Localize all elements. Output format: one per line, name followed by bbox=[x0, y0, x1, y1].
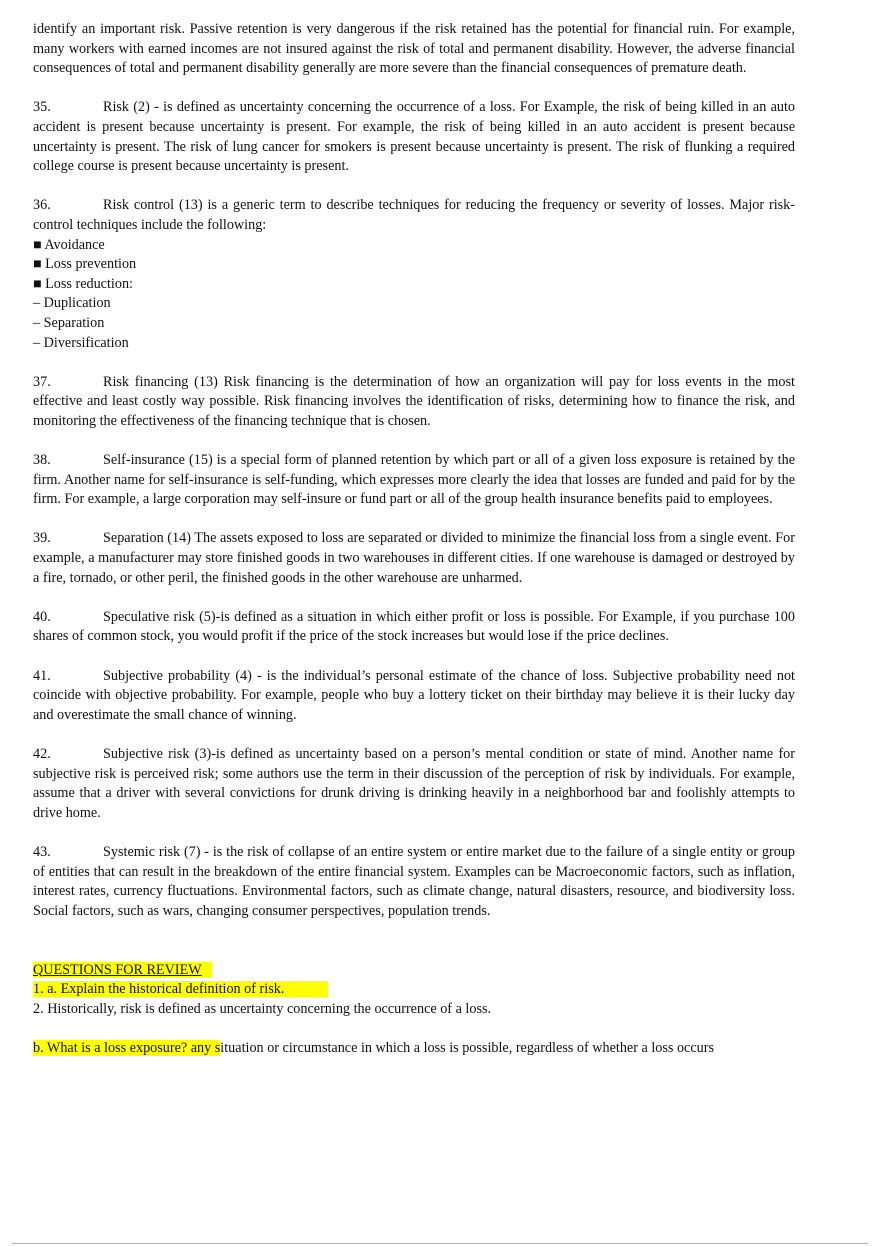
item-number: 41. bbox=[33, 667, 51, 684]
item-text: Risk (2) - is defined as uncertainty concerning the occurrence of a loss. For Example, the risk of being killed in an auto accident is present because uncertainty is present. For example, the risk of being killed in an auto accident is present because uncertainty is present. The risk of lung cancer for smokers is present because uncertainty is present. The risk of flunking a required college course is present because uncertainty is present. bbox=[33, 99, 795, 175]
list-item: ■ Loss reduction: bbox=[33, 275, 133, 292]
item-37 bbox=[33, 373, 795, 432]
item-number: 35. bbox=[33, 99, 51, 116]
review-section bbox=[33, 961, 795, 1059]
item-text: Subjective risk (3)-is defined as uncertainty based on a person’s mental condition or state of mind. Another name for subjective risk is perceived risk; some authors use the term in their discussion of the perception of risk by individuals. For example, assume that a driver with several convictions for drunk driving is drinking heavily in a neighborhood bar and foolishly attempts to drive home. bbox=[33, 745, 795, 821]
document-page bbox=[33, 20, 795, 1058]
item-text: Self-insurance (15) is a special form of planned retention by which part or all of a given loss exposure is retained by the firm. Another name for self-insurance is self-funding, which expresses more clearly the idea that losses are funded and paid for by the firm. For example, a large corporation may self-insure or fund part or all of the group health insurance benefits paid to employees. bbox=[33, 452, 795, 508]
item-number: 43. bbox=[33, 843, 51, 860]
item-number: 40. bbox=[33, 608, 51, 625]
review-title: QUESTIONS FOR REVIEW bbox=[33, 962, 212, 978]
item-number: 37. bbox=[33, 373, 51, 390]
item-number: 38. bbox=[33, 452, 51, 469]
page-bottom-rule bbox=[12, 1243, 868, 1244]
review-question-b bbox=[33, 1039, 795, 1059]
item-number: 39. bbox=[33, 530, 51, 547]
item-text: Risk financing (13) Risk financing is the determination of how an organization will pay for loss events in the most effective and least costly way possible. Risk financing involves the identification of risks, determining how to finance the risk, and monitoring the effectiveness of the financing technique that is chosen. bbox=[33, 373, 795, 429]
item-text: Speculative risk (5)-is defined as a situation in which either profit or loss is possible. For Example, if you purchase 100 shares of common stock, you would profit if the price of the stock increases but would lose if the price declines. bbox=[33, 608, 795, 645]
item-43 bbox=[33, 843, 795, 921]
item-42 bbox=[33, 745, 795, 823]
list-item: ■ Avoidance bbox=[33, 236, 105, 253]
list-item: ■ Loss prevention bbox=[33, 256, 137, 273]
list-item: – Separation bbox=[33, 314, 105, 331]
item-35 bbox=[33, 98, 795, 176]
item-41 bbox=[33, 667, 795, 726]
item-text: Separation (14) The assets exposed to loss are separated or divided to minimize the financial loss from a single event. For example, a manufacturer may store finished goods in two warehouses in different cities. If one warehouse is damaged or destroyed by a fire, tornado, or other peril, the finished goods in the other warehouse are unharmed. bbox=[33, 530, 795, 586]
review-question-1a: 1. a. Explain the historical definition of risk. bbox=[33, 981, 328, 997]
item-text: Subjective probability (4) - is the individual’s personal estimate of the chance of loss. Subjective probability need not coincide with objective probability. For example, people who buy a lottery ticket on their birthday may believe it is their lucky day and overestimate the small chance of winning. bbox=[33, 667, 795, 723]
item-number: 42. bbox=[33, 745, 51, 762]
item-text: Risk control (13) is a generic term to describe techniques for reducing the frequency or severity of losses. Major risk-control techniques include the following: bbox=[33, 197, 795, 233]
item-40 bbox=[33, 608, 795, 647]
item-36 bbox=[33, 196, 795, 235]
list-item: – Duplication bbox=[33, 295, 111, 312]
intro-paragraph: identify an important risk. Passive retention is very dangerous if the risk retained has the potential for financial ruin. For example, many workers with earned incomes are not insured against the risk of total and permanent disability. However, the adverse financial consequences of total and permanent disability generally are more severe than the financial consequences of premature death. bbox=[33, 21, 795, 77]
item-number: 36. bbox=[33, 197, 51, 214]
review-answer-1: 2. Historically, risk is defined as uncertainty concerning the occurrence of a loss. bbox=[33, 1000, 492, 1017]
item-39 bbox=[33, 529, 795, 588]
list-item: – Diversification bbox=[33, 334, 129, 351]
review-question-b-rest: ituation or circumstance in which a loss is possible, regardless of whether a loss occurs bbox=[220, 1039, 714, 1056]
review-question-b-highlight: b. What is a loss exposure? any s bbox=[33, 1039, 221, 1056]
item-38 bbox=[33, 451, 795, 510]
item-text: Systemic risk (7) - is the risk of collapse of an entire system or entire market due to the failure of a single entity or group of entities that can result in the breakdown of the entire financial system. Examples can be Macroeconomic factors, such as inflation, interest rates, currency fluctuations. Environmental factors, such as climate change, natural disasters, resource, and biodiversity loss. Social factors, such as wars, changing consumer perspectives, population trends. bbox=[33, 843, 795, 919]
